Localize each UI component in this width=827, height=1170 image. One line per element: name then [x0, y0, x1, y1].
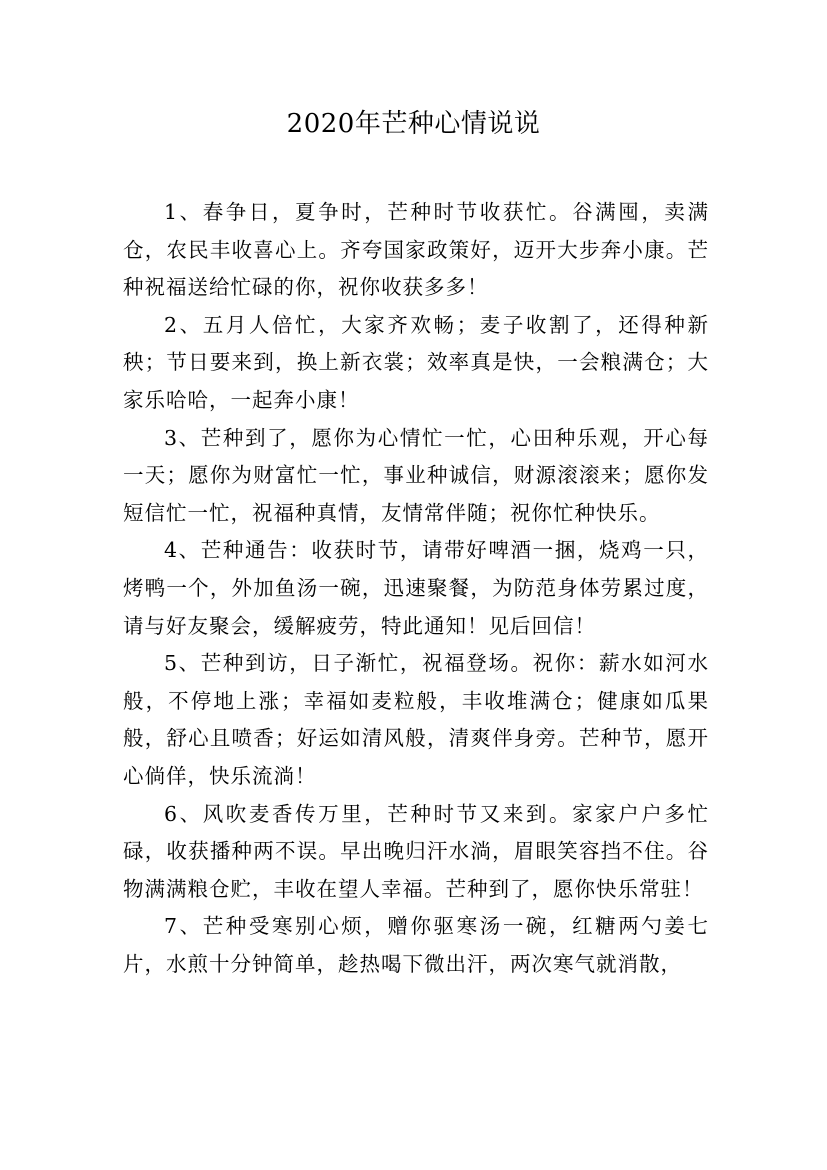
document-title: 2020年芒种心情说说 — [286, 109, 541, 139]
paragraph-7: 7、芒种受寒别心烦，赠你驱寒汤一碗，红糖两勺姜七片，水煎十分钟简单，趁热喝下微出汗，两次寒气就消散， — [123, 914, 709, 976]
paragraph-5: 5、芒种到访，日子渐忙，祝福登场。祝你：薪水如河水般，不停地上涨；幸福如麦粒般，丰收堆满仓；健康如瓜果般，舒心且喷香；好运如清风般，清爽伴身旁。芒种节，愿开心倘佯，快乐流淌！ — [123, 651, 709, 788]
paragraph-1: 1、春争日，夏争时，芒种时节收获忙。谷满囤，卖满仓，农民丰收喜心上。齐夸国家政策好，迈开大步奔小康。芒种祝福送给忙碌的你，祝你收获多多！ — [123, 200, 709, 300]
paragraph-4: 4、芒种通告：收获时节，请带好啤酒一捆，烧鸡一只，烤鸭一个，外加鱼汤一碗，迅速聚餐，为防范身体劳累过度，请与好友聚会，缓解疲劳，特此通知！见后回信！ — [123, 538, 709, 638]
paragraph-6: 6、风吹麦香传万里，芒种时节又来到。家家户户多忙碌，收获播种两不误。早出晚归汗水淌，眉眼笑容挡不住。谷物满满粮仓贮，丰收在望人幸福。芒种到了，愿你快乐常驻！ — [123, 801, 709, 901]
paragraph-3: 3、芒种到了，愿你为心情忙一忙，心田种乐观，开心每一天；愿你为财富忙一忙，事业种诚信，财源滚滚来；愿你发短信忙一忙，祝福种真情，友情常伴随；祝你忙种快乐。 — [123, 425, 709, 525]
document-body — [123, 194, 709, 983]
paragraph-2: 2、五月人倍忙，大家齐欢畅；麦子收割了，还得种新秧；节日要来到，换上新衣裳；效率真是快，一会粮满仓；大家乐哈哈，一起奔小康！ — [123, 312, 709, 412]
